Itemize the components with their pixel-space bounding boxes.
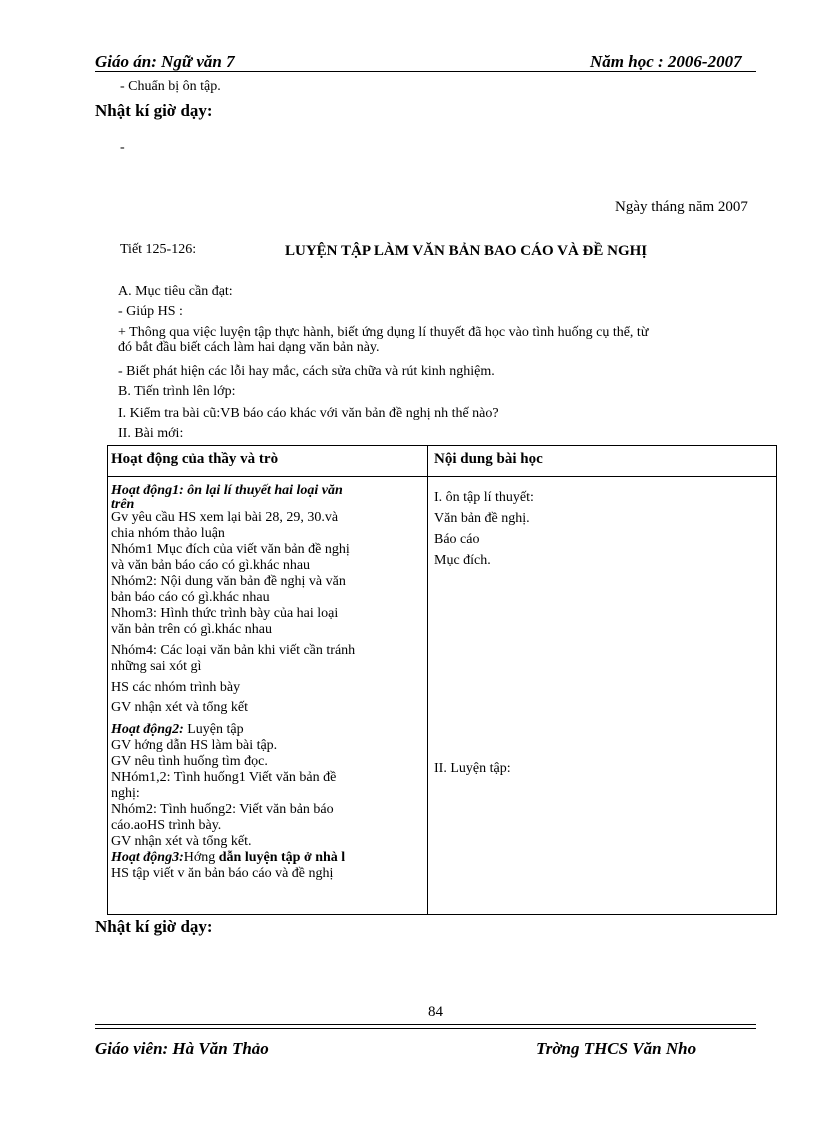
act2-rest: Luyện tập	[183, 722, 244, 737]
process-new: II. Bài mới:	[118, 426, 184, 441]
objectives-point1-line2: đó bắt đầu biết cách làm hai dạng văn bản này.	[118, 340, 380, 355]
lesson-table	[107, 445, 777, 915]
lesson-title: LUYỆN TẬP LÀM VĂN BẢN BAO CÁO VÀ ĐỀ NGHỊ	[285, 243, 648, 259]
left-line: NHóm1,2: Tình huống1 Viết văn bản đề	[111, 770, 337, 785]
left-line: GV nhận xét và tổng kết.	[111, 834, 252, 849]
right-line: Văn bản đề nghị.	[434, 511, 530, 526]
footer-left: Giáo viên: Hà Văn Thảo	[95, 1039, 269, 1058]
footer-rule-thick	[95, 1024, 756, 1025]
act3-rest-2: dẫn luyện tập ở nhà l	[218, 850, 346, 865]
footer-rule-thin	[95, 1028, 756, 1029]
left-line: và văn bản báo cáo có gì.khác nhau	[111, 558, 311, 573]
act2-line	[111, 722, 427, 738]
footer-right: Trờng THCS Văn Nho	[536, 1039, 697, 1058]
col2-header-cell	[428, 446, 777, 477]
right-line: Mục đích.	[434, 553, 491, 568]
objectives-heading: A. Mục tiêu cần đạt:	[118, 284, 233, 299]
left-line: GV hớng dẫn HS làm bài tập.	[111, 738, 278, 753]
left-line: HS các nhóm trình bày	[111, 680, 241, 695]
objectives-help: - Giúp HS :	[118, 304, 183, 319]
left-line: HS tập viết v ăn bản báo cáo và đề nghị	[111, 866, 334, 881]
lesson-period: Tiết 125-126:	[120, 242, 197, 257]
diary-heading: Nhật kí giờ dạy:	[95, 101, 213, 120]
left-line: văn bản trên có gì.khác nhau	[111, 622, 272, 637]
content-cell	[428, 477, 777, 915]
left-line: Gv yêu cầu HS xem lại bài 28, 29, 30.và	[111, 510, 339, 525]
process-heading: B. Tiến trình lên lớp:	[118, 384, 236, 399]
col1-header-cell	[108, 446, 428, 477]
page-number: 84	[428, 1004, 443, 1020]
diary-dash: -	[120, 140, 125, 155]
col1-header: Hoạt động của thầy và trò	[111, 451, 279, 467]
header-rule	[95, 71, 756, 72]
header-left: Giáo án: Ngữ văn 7	[95, 52, 235, 71]
act1-title-1: Hoạt động1: ôn lại lí thuyết hai loại văn	[111, 483, 343, 498]
objectives-point1-line1: + Thông qua việc luyện tập thực hành, biết ứng dụng lí thuyết đã học vào tình huống cụ thể, từ	[118, 325, 649, 340]
left-line: Nhóm2: Nội dung văn bản đề nghị và văn	[111, 574, 346, 589]
left-line: những sai xót gì	[111, 659, 202, 674]
left-line: chia nhóm thảo luận	[111, 526, 225, 541]
process-check: I. Kiểm tra bài cũ:VB báo cáo khác với văn bản đề nghị nh thế nào?	[118, 406, 499, 421]
act3-title: Hoạt động3:	[111, 850, 184, 865]
act3-line	[111, 850, 427, 866]
left-line: Nhom3: Hình thức trình bày của hai loại	[111, 606, 339, 621]
left-line: cáo.aoHS trình bày.	[111, 818, 222, 833]
act1-title-2: trên	[111, 497, 135, 512]
left-line: Nhóm4: Các loại văn bản khi viết cần tránh	[111, 643, 356, 658]
right-line: II. Luyện tập:	[434, 761, 511, 776]
left-line: GV nhận xét và tổng kết	[111, 700, 248, 715]
activities-cell	[108, 477, 428, 915]
objectives-point2: - Biết phát hiện các lỗi hay mắc, cách sửa chữa và rút kinh nghiệm.	[118, 364, 495, 379]
left-line: GV nêu tình huống tìm đọc.	[111, 754, 268, 769]
left-line: Nhóm2: Tình huống2: Viết văn bản báo	[111, 802, 334, 817]
act2-title: Hoạt động2:	[111, 722, 184, 737]
act3-rest-1: Hớng	[183, 850, 219, 865]
col2-header: Nội dung bài học	[434, 451, 543, 467]
left-line: Nhóm1 Mục đích của viết văn bản đề nghị	[111, 542, 350, 557]
right-line: Báo cáo	[434, 532, 480, 547]
prep-line: - Chuẩn bị ôn tập.	[120, 79, 221, 94]
left-line: bản báo cáo có gì.khác nhau	[111, 590, 270, 605]
diary-heading-2: Nhật kí giờ dạy:	[95, 917, 213, 936]
date-line: Ngày tháng năm 2007	[615, 199, 748, 215]
left-line: nghị:	[111, 786, 140, 801]
right-line: I. ôn tập lí thuyết:	[434, 490, 534, 505]
header-right: Năm học : 2006-2007	[590, 52, 742, 71]
